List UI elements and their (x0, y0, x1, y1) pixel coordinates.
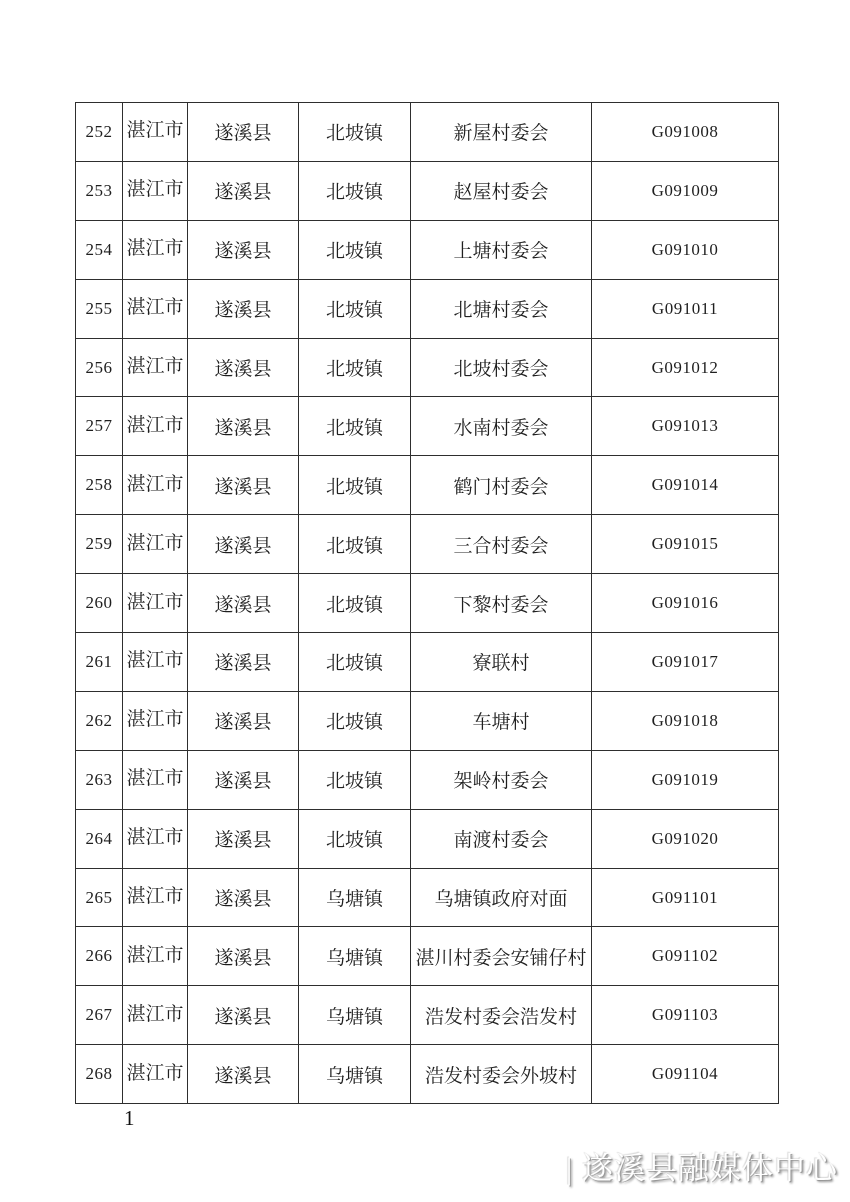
cell-row-number: 255 (76, 279, 123, 338)
watermark: | 遂溪县融媒体中心 (566, 1151, 838, 1186)
cell-town: 北坡镇 (299, 633, 411, 692)
table-row (76, 986, 779, 1045)
station-table (75, 102, 779, 1104)
cell-county: 遂溪县 (188, 161, 299, 220)
cell-county: 遂溪县 (188, 515, 299, 574)
cell-county: 遂溪县 (188, 279, 299, 338)
cell-code: G091020 (592, 809, 779, 868)
cell-row-number: 256 (76, 338, 123, 397)
cell-city: 湛江市 (123, 574, 188, 633)
cell-city: 湛江市 (123, 633, 188, 692)
cell-city: 湛江市 (123, 691, 188, 750)
cell-city: 湛江市 (123, 515, 188, 574)
cell-code: G091009 (592, 161, 779, 220)
table-row (76, 515, 779, 574)
cell-site-name: 三合村委会 (411, 515, 592, 574)
cell-code: G091011 (592, 279, 779, 338)
cell-site-name: 鹤门村委会 (411, 456, 592, 515)
cell-row-number: 266 (76, 927, 123, 986)
cell-town: 北坡镇 (299, 220, 411, 279)
cell-code: G091014 (592, 456, 779, 515)
cell-town: 乌塘镇 (299, 986, 411, 1045)
table-row (76, 691, 779, 750)
cell-county: 遂溪县 (188, 633, 299, 692)
cell-city: 湛江市 (123, 927, 188, 986)
cell-county: 遂溪县 (188, 927, 299, 986)
cell-site-name: 湛川村委会安铺仔村 (411, 927, 592, 986)
cell-site-name: 浩发村委会外坡村 (411, 1045, 592, 1104)
cell-site-name: 上塘村委会 (411, 220, 592, 279)
cell-code: G091017 (592, 633, 779, 692)
cell-city: 湛江市 (123, 161, 188, 220)
cell-code: G091016 (592, 574, 779, 633)
cell-county: 遂溪县 (188, 338, 299, 397)
table-row (76, 574, 779, 633)
cell-city: 湛江市 (123, 1045, 188, 1104)
cell-row-number: 257 (76, 397, 123, 456)
cell-code: G091018 (592, 691, 779, 750)
cell-town: 北坡镇 (299, 515, 411, 574)
cell-site-name: 北塘村委会 (411, 279, 592, 338)
cell-row-number: 268 (76, 1045, 123, 1104)
cell-row-number: 267 (76, 986, 123, 1045)
cell-county: 遂溪县 (188, 220, 299, 279)
cell-county: 遂溪县 (188, 868, 299, 927)
cell-row-number: 262 (76, 691, 123, 750)
cell-county: 遂溪县 (188, 103, 299, 162)
cell-row-number: 260 (76, 574, 123, 633)
cell-site-name: 南渡村委会 (411, 809, 592, 868)
cell-site-name: 北坡村委会 (411, 338, 592, 397)
cell-town: 北坡镇 (299, 103, 411, 162)
cell-county: 遂溪县 (188, 691, 299, 750)
cell-site-name: 水南村委会 (411, 397, 592, 456)
cell-town: 北坡镇 (299, 809, 411, 868)
cell-site-name: 乌塘镇政府对面 (411, 868, 592, 927)
cell-city: 湛江市 (123, 338, 188, 397)
table-row (76, 633, 779, 692)
cell-town: 乌塘镇 (299, 868, 411, 927)
cell-city: 湛江市 (123, 750, 188, 809)
cell-row-number: 258 (76, 456, 123, 515)
cell-town: 北坡镇 (299, 161, 411, 220)
table-row (76, 161, 779, 220)
table-body (76, 103, 779, 1104)
cell-code: G091008 (592, 103, 779, 162)
cell-county: 遂溪县 (188, 397, 299, 456)
cell-county: 遂溪县 (188, 1045, 299, 1104)
table-row (76, 220, 779, 279)
table-row (76, 750, 779, 809)
cell-city: 湛江市 (123, 456, 188, 515)
cell-row-number: 263 (76, 750, 123, 809)
cell-county: 遂溪县 (188, 574, 299, 633)
cell-town: 北坡镇 (299, 279, 411, 338)
cell-city: 湛江市 (123, 103, 188, 162)
cell-code: G091015 (592, 515, 779, 574)
cell-site-name: 赵屋村委会 (411, 161, 592, 220)
cell-code: G091101 (592, 868, 779, 927)
table-row (76, 103, 779, 162)
table-row (76, 397, 779, 456)
cell-code: G091019 (592, 750, 779, 809)
cell-county: 遂溪县 (188, 750, 299, 809)
cell-code: G091103 (592, 986, 779, 1045)
table-row (76, 1045, 779, 1104)
cell-town: 北坡镇 (299, 574, 411, 633)
cell-town: 乌塘镇 (299, 927, 411, 986)
table-row (76, 456, 779, 515)
cell-code: G091010 (592, 220, 779, 279)
cell-town: 乌塘镇 (299, 1045, 411, 1104)
cell-row-number: 261 (76, 633, 123, 692)
cell-site-name: 新屋村委会 (411, 103, 592, 162)
cell-code: G091104 (592, 1045, 779, 1104)
cell-row-number: 259 (76, 515, 123, 574)
cell-code: G091013 (592, 397, 779, 456)
cell-town: 北坡镇 (299, 397, 411, 456)
cell-county: 遂溪县 (188, 456, 299, 515)
table-row (76, 868, 779, 927)
table-row (76, 279, 779, 338)
cell-row-number: 252 (76, 103, 123, 162)
page-number: 1 (124, 1106, 135, 1130)
cell-county: 遂溪县 (188, 986, 299, 1045)
cell-city: 湛江市 (123, 279, 188, 338)
cell-town: 北坡镇 (299, 456, 411, 515)
cell-city: 湛江市 (123, 809, 188, 868)
cell-town: 北坡镇 (299, 750, 411, 809)
cell-row-number: 265 (76, 868, 123, 927)
cell-code: G091012 (592, 338, 779, 397)
cell-site-name: 寮联村 (411, 633, 592, 692)
cell-city: 湛江市 (123, 397, 188, 456)
cell-row-number: 253 (76, 161, 123, 220)
cell-city: 湛江市 (123, 220, 188, 279)
cell-row-number: 264 (76, 809, 123, 868)
cell-site-name: 架岭村委会 (411, 750, 592, 809)
cell-city: 湛江市 (123, 986, 188, 1045)
cell-town: 北坡镇 (299, 338, 411, 397)
cell-row-number: 254 (76, 220, 123, 279)
cell-site-name: 下黎村委会 (411, 574, 592, 633)
cell-town: 北坡镇 (299, 691, 411, 750)
cell-code: G091102 (592, 927, 779, 986)
cell-site-name: 浩发村委会浩发村 (411, 986, 592, 1045)
table-row (76, 927, 779, 986)
cell-city: 湛江市 (123, 868, 188, 927)
table-row (76, 338, 779, 397)
table-row (76, 809, 779, 868)
cell-county: 遂溪县 (188, 809, 299, 868)
cell-site-name: 车塘村 (411, 691, 592, 750)
